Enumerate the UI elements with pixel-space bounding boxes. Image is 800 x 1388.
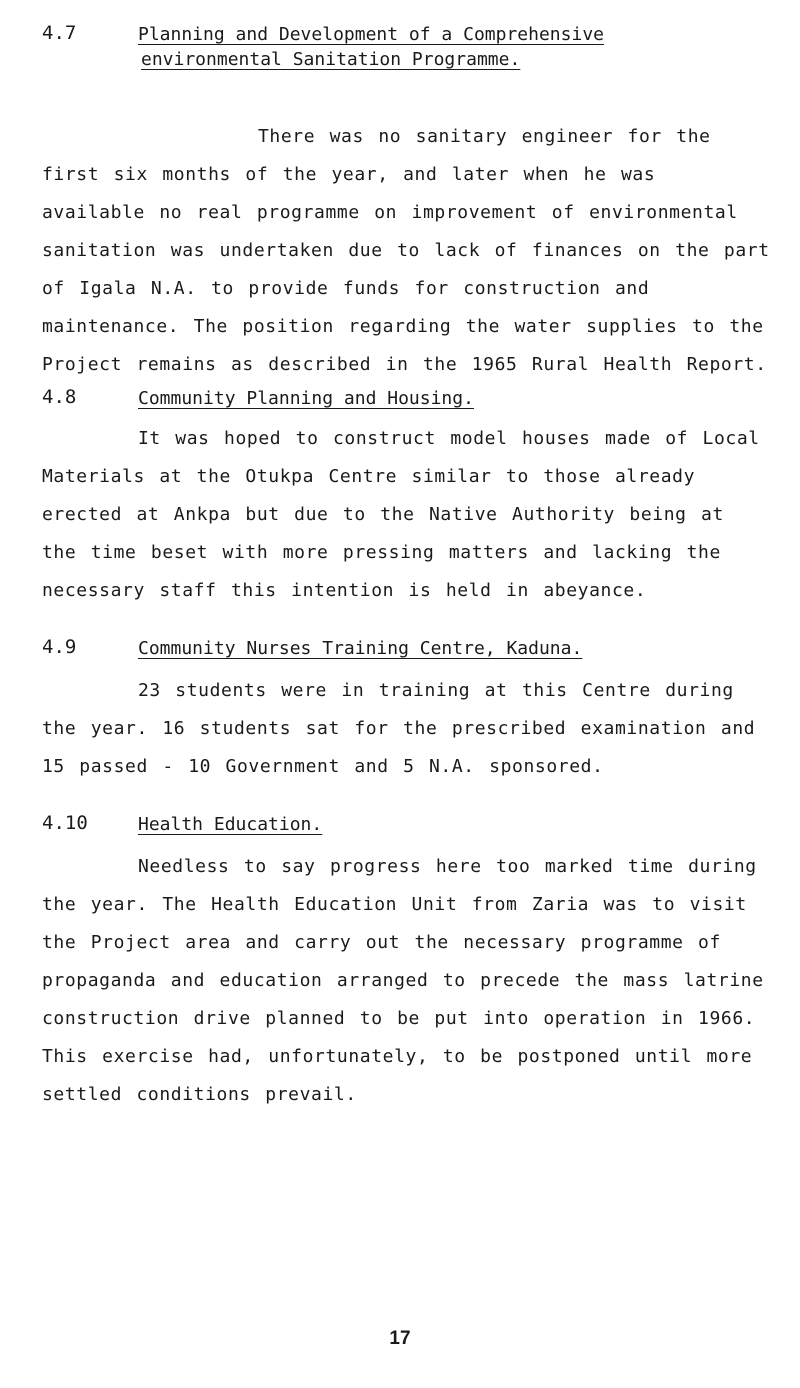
section-number: 4.10 bbox=[42, 812, 88, 834]
section-body: It was hoped to construct model houses made of Local Materials at the Otukpa Centre similar to those already erected at Ankpa but due to the Native Authority being at the time beset with more pressing matters and lacking the necessary staff this intention is held in abeyance. bbox=[42, 428, 760, 601]
section-body: There was no sanitary engineer for the first six months of the year, and later when he was available no real programme on improvement of environmental sanitation was undertaken due to lack of finances on the part of Igala N.A. to provide funds for construction and maintenance. The position regarding the water supplies to the Project remains as described in the 1965 Rural Health Report. bbox=[42, 126, 770, 375]
section-heading-line2: environmental Sanitation Programme. bbox=[141, 49, 521, 70]
section-heading-line1: Planning and Development of a Comprehensive bbox=[138, 24, 604, 45]
section-heading-line1: Community Planning and Housing. bbox=[138, 388, 474, 409]
section-number: 4.9 bbox=[42, 636, 77, 658]
section-heading bbox=[138, 386, 474, 411]
section-heading bbox=[138, 636, 582, 661]
section-heading bbox=[138, 812, 322, 837]
section-heading-line1: Community Nurses Training Centre, Kaduna. bbox=[138, 638, 583, 659]
page-number: 17 bbox=[389, 1328, 411, 1349]
section-heading bbox=[138, 22, 604, 72]
section-number: 4.8 bbox=[42, 386, 77, 408]
section-body: 23 students were in training at this Centre during the year. 16 students sat for the prescribed examination and 15 passed - 10 Government and 5 N.A. sponsored. bbox=[42, 680, 756, 777]
section-number: 4.7 bbox=[42, 22, 77, 44]
section-heading-line1: Health Education. bbox=[138, 814, 323, 835]
section-body: Needless to say progress here too marked time during the year. The Health Education Unit from Zaria was to visit the Project area and carry out the necessary programme of propaganda and education arranged to precede the mass latrine construction drive planned to be put into operation in 1966. This exercise had, unfortunately, to be postponed until more settled conditions prevail. bbox=[42, 856, 764, 1105]
